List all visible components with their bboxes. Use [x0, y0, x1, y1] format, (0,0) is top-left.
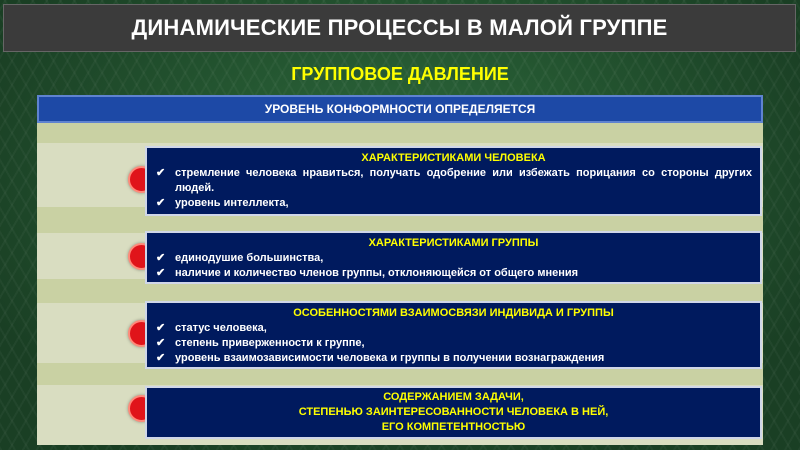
- check-icon: ✔: [156, 322, 166, 334]
- subtitle: ГРУППОВОЕ ДАВЛЕНИЕ: [291, 64, 509, 84]
- list-item: ✔ степень приверженности к группе,: [156, 337, 365, 349]
- check-icon: ✔: [156, 167, 166, 179]
- check-icon: ✔: [156, 352, 166, 364]
- block-list: [156, 251, 752, 281]
- stripe: [37, 123, 763, 143]
- block-title: ХАРАКТЕРИСТИКАМИ ЧЕЛОВЕКА: [361, 152, 546, 164]
- block-list: [156, 321, 752, 366]
- block-title: ХАРАКТЕРИСТИКАМИ ГРУППЫ: [368, 237, 539, 249]
- block-task-content: [145, 386, 762, 439]
- block-title-line: СТЕПЕНЬЮ ЗАИНТЕРЕСОВАННОСТИ ЧЕЛОВЕКА В НЕЙ,: [298, 406, 609, 418]
- list-item: ✔ статус человека,: [156, 322, 267, 334]
- list-item: ✔ стремление человека нравиться, получать одобрение или избежать порицания со стороны других людей.: [156, 167, 752, 194]
- panel-header: [37, 95, 763, 123]
- check-icon: ✔: [156, 337, 166, 349]
- list-item: ✔ уровень интеллекта,: [156, 197, 289, 209]
- panel-header-text: УРОВЕНЬ КОНФОРМНОСТИ ОПРЕДЕЛЯЕТСЯ: [264, 102, 536, 116]
- block-title-line: СОДЕРЖАНИЕМ ЗАДАЧИ,: [383, 391, 524, 403]
- check-icon: ✔: [156, 267, 166, 279]
- block-title: ОСОБЕННОСТЯМИ ВЗАИМОСВЯЗИ ИНДИВИДА И ГРУППЫ: [293, 307, 614, 319]
- list-item: ✔ единодушие большинства,: [156, 252, 324, 264]
- block-individual-group-relation: [145, 301, 762, 369]
- check-icon: ✔: [156, 252, 166, 264]
- block-group-characteristics: [145, 231, 762, 284]
- block-title-line: ЕГО КОМПЕТЕНТНОСТЬЮ: [381, 421, 526, 433]
- title-bar: [3, 4, 796, 52]
- page-title: ДИНАМИЧЕСКИЕ ПРОЦЕССЫ В МАЛОЙ ГРУППЕ: [131, 15, 668, 40]
- list-item: ✔ наличие и количество членов группы, отклоняющейся от общего мнения: [156, 267, 579, 279]
- list-item: ✔ уровень взаимозависимости человека и группы в получении вознаграждения: [156, 352, 605, 364]
- check-icon: ✔: [156, 197, 166, 209]
- block-person-characteristics: [145, 146, 762, 216]
- block-list: [156, 166, 752, 211]
